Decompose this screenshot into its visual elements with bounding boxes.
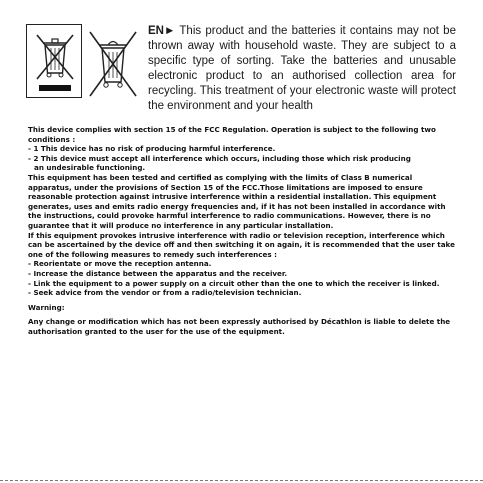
fcc-if-paragraph: If this equipment provokes intrusive interference with radio or television reception, interference which can be ascertained by the device off and then switching it on again, it is recommended that the user take one of the following measures to remedy such interferences : (28, 230, 455, 259)
arrow-icon: ► (163, 25, 176, 37)
fcc-condition-1: - 1 This device has no risk of producing harmful interference. (28, 144, 276, 154)
en-notice-text: This product and the batteries it contains may not be thrown away with household waste. They are subject to a specific type of sorting. Take the batteries and unusable electronic product to an authorised collection area for recycling. This treatment of your electronic waste will protect the environment and your health (148, 25, 456, 112)
fcc-compliance-section (28, 125, 458, 336)
page-bottom-divider (0, 480, 483, 481)
fcc-measure-1: - Reorientate or move the reception antenna. (28, 259, 212, 269)
fcc-intro: This device complies with section 15 of the FCC Regulation. Operation is subject to the following two conditions : (28, 125, 436, 144)
fcc-condition-2-continued: an undesirable functioning. (34, 163, 146, 173)
weee-crossed-bin-icon (26, 24, 82, 98)
en-recycling-notice (148, 24, 456, 113)
fcc-condition-2: - 2 This device must accept all interference which occurs, including those which risk producing (28, 153, 411, 163)
fcc-measure-2: - Increase the distance between the apparatus and the receiver. (28, 268, 288, 278)
warning-label: Warning: (28, 302, 65, 312)
language-tag: EN► (148, 25, 176, 37)
crossed-bin-icon (86, 26, 140, 100)
en-notice-paragraph (148, 24, 456, 113)
fcc-measure-3: - Link the equipment to a power supply on a circuit other than the one to which the receiver is linked. (28, 278, 440, 288)
fcc-tested-paragraph: This equipment has been tested and certified as complying with the limits of Class B numerical apparatus, under the provisions of Section 15 of the FCC.Those limitations are imposed to ensure reasonable protection against intrusive interference within a residential installation. This equipment generates, uses and emits radio energy frequencies and, if it has not been installed in accordance with the instructions, could provoke harmful interference to radio communications. However, there is no guarantee that it will produce no interference in any particular installation. (28, 172, 446, 230)
warning-text: Any change or modification which has not been expressly authorised by Décathlon is liable to delete the authorisation granted to the user for the use of the equipment. (28, 317, 451, 336)
fcc-measure-4: - Seek advice from the vendor or from a radio/television technician. (28, 288, 302, 298)
recycling-icons (26, 24, 138, 102)
